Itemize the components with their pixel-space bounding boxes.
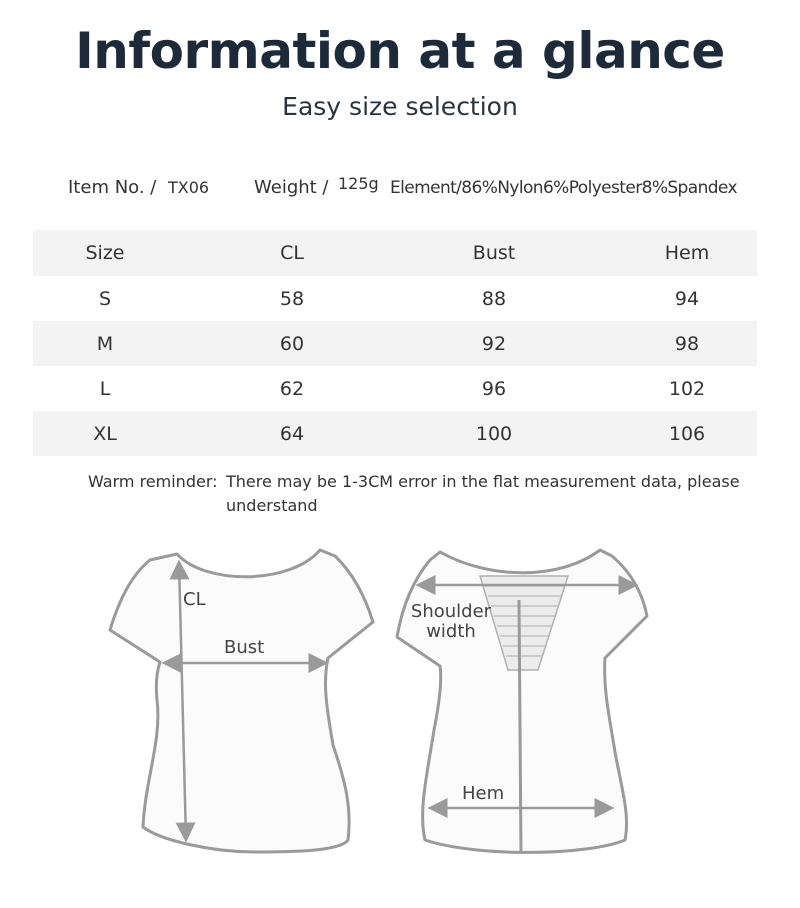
warm-reminder (88, 470, 758, 518)
cell-size: M (96, 332, 114, 355)
spec-element: Element/86%Nylon6%Polyester8%Spandex (390, 178, 737, 198)
cell-cl: 64 (279, 422, 305, 445)
page-title: Information at a glance (75, 22, 725, 80)
label-cl: CL (183, 589, 206, 610)
label-shoulder-width (406, 602, 496, 642)
column-header-size: Size (85, 242, 125, 264)
label-shoulder-line1: Shoulder (410, 601, 492, 622)
front-shirt-outline (110, 550, 373, 852)
measurement-diagram (0, 540, 800, 904)
table-row (33, 276, 757, 321)
label-shoulder-line2: width (426, 621, 476, 642)
size-table (33, 230, 757, 456)
cell-bust: 96 (481, 377, 507, 400)
cell-size: XL (93, 422, 117, 445)
cell-bust: 88 (481, 287, 507, 310)
spec-item-no-value: TX06 (168, 178, 210, 197)
cell-size: S (98, 287, 112, 310)
spec-weight-label: Weight / (254, 177, 329, 198)
page-subtitle: Easy size selection (282, 92, 518, 121)
cell-cl: 62 (279, 377, 305, 400)
cell-cl: 58 (279, 287, 305, 310)
column-header-bust: Bust (472, 242, 516, 264)
cell-hem: 106 (668, 422, 706, 445)
table-row (33, 366, 757, 411)
column-header-cl: CL (280, 242, 304, 264)
cell-bust: 92 (481, 332, 507, 355)
cell-hem: 98 (674, 332, 700, 355)
cell-size: L (99, 377, 111, 400)
label-bust: Bust (224, 637, 265, 658)
spec-weight-value: 125g (338, 174, 379, 193)
cell-bust: 100 (475, 422, 513, 445)
table-row (33, 321, 757, 366)
cell-hem: 102 (668, 377, 706, 400)
reminder-text: There may be 1-3CM error in the flat measurement data, please understand (226, 472, 740, 515)
reminder-label: Warm reminder: (88, 472, 218, 491)
cell-cl: 60 (279, 332, 305, 355)
spec-item-no-label: Item No. / (68, 177, 157, 198)
garment-illustrations (0, 540, 800, 904)
table-header-row (33, 230, 757, 276)
cell-hem: 94 (674, 287, 700, 310)
table-row (33, 411, 757, 456)
label-hem: Hem (462, 783, 505, 804)
column-header-hem: Hem (664, 242, 710, 264)
